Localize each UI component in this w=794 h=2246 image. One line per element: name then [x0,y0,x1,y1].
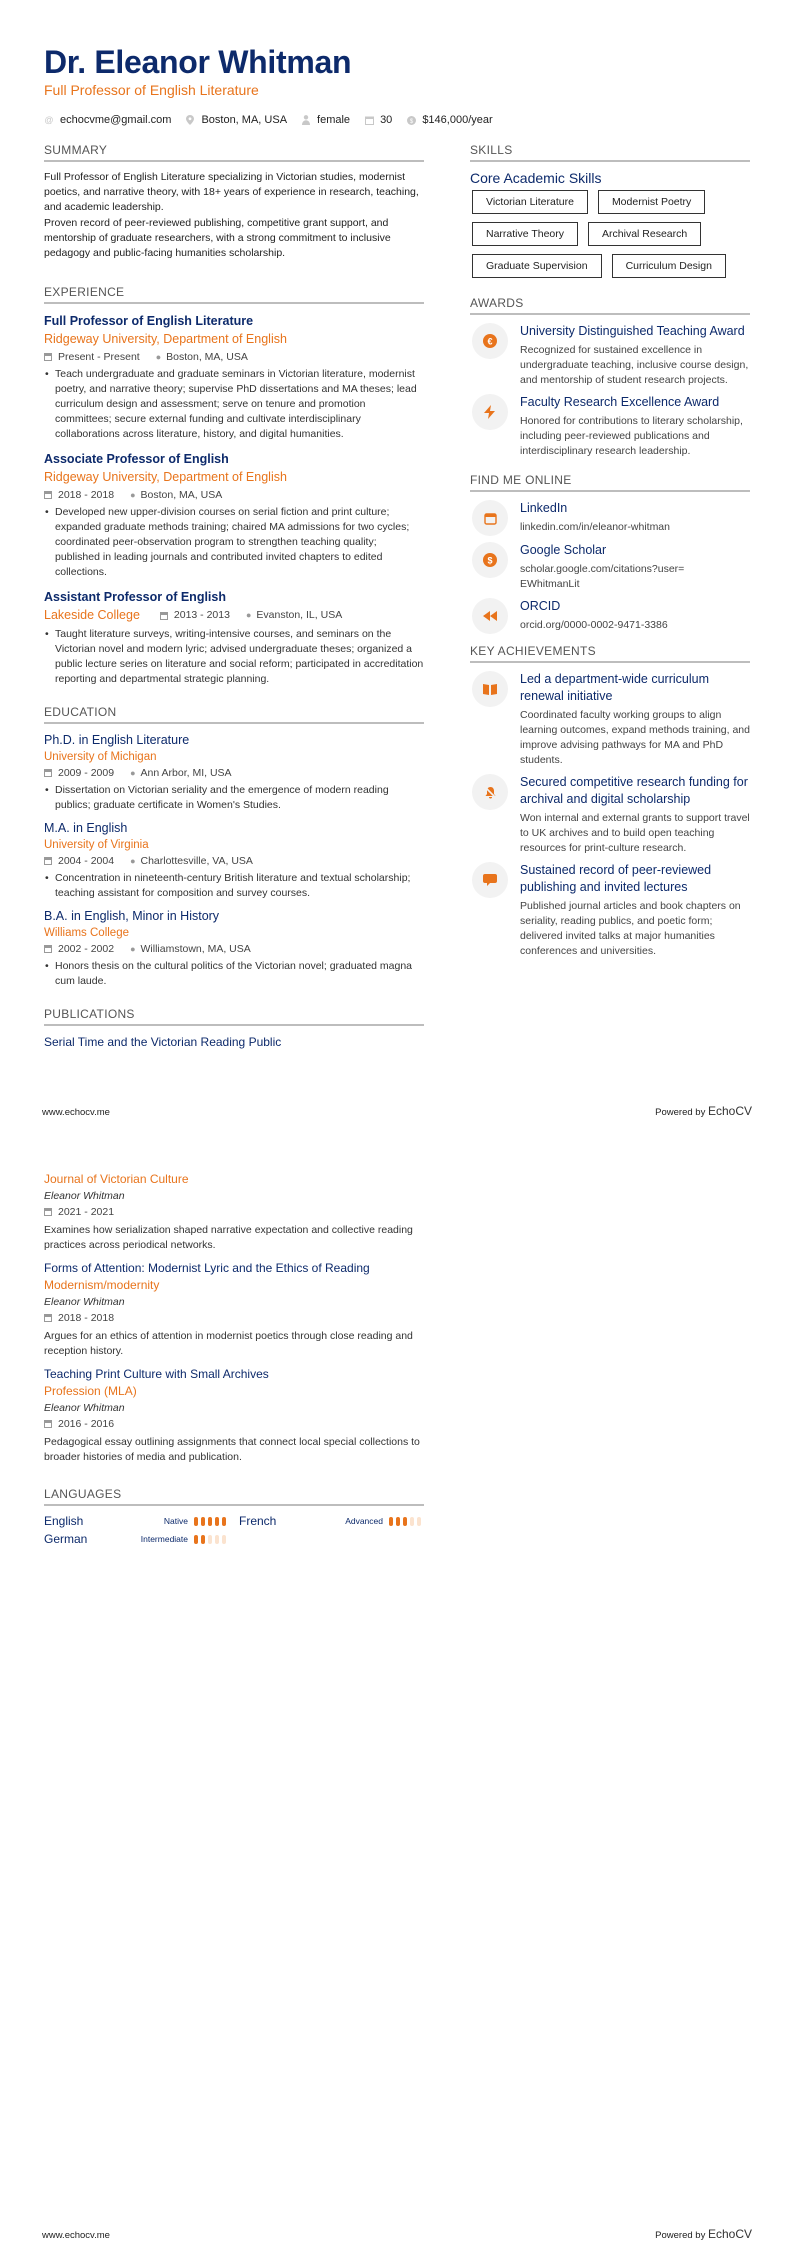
job-bullet: • Developed new upper-division courses on serial fiction and print culture; expanded graduate methods training; chaired MA admissions for two cycles; coordinated peer-observation program to strengthen teaching quality; published in leading journals and contributed invited chapters to edited collections. [44,505,424,580]
award-description: Recognized for sustained excellence in undergraduate teaching, inclusive course design, and mentorship of student research projects. [520,344,749,386]
skill-group-title: Core Academic Skills [470,170,602,186]
contact-location [185,114,287,126]
education-location: Williamstown, MA, USA [140,943,251,955]
language-level: Native [163,1516,188,1526]
rewind-icon [472,598,508,634]
publication-title: Forms of Attention: Modernist Lyric and the Ethics of Reading [44,1261,370,1275]
education-bullet: • Concentration in nineteenth-century British literature and textual scholarship; teaching assistant for composition and survey courses. [44,871,424,901]
candidate-role: Full Professor of English Literature [44,82,259,98]
footer-powered-by [655,2227,752,2241]
proficiency-dot [201,1535,205,1544]
achievement-description: Coordinated faculty working groups to align learning outcomes, expand methods training, and improve advising pathways for MA and PhD students. [520,709,750,766]
achievement-title: Secured competitive research funding for archival and digital scholarship [520,775,748,806]
online-link[interactable]: scholar.google.com/citations?user=EWhitmanLit [520,563,685,590]
contact-gender-value: female [317,114,351,126]
job-bullet: • Taught literature surveys, writing-intensive courses, and seminars on the Victorian novel and modern lyric; advised undergraduate theses; organized a public lecture series on literature and social reform; participated in accreditation reporting and departmental strategic planning. [44,627,424,687]
svg-text:$: $ [409,118,413,125]
job-location: Boston, MA, USA [166,351,248,363]
calendar-icon [44,857,52,865]
experience-section [44,285,424,687]
section-title-languages: LANGUAGES [44,1487,424,1506]
skill-tags [470,190,750,286]
contact-salary [406,114,492,126]
footer-powered-by [655,1104,752,1118]
lightning-icon [472,394,508,430]
job-meta [44,487,424,503]
contact-age-value: 30 [380,114,393,126]
page-footer [42,1104,752,1118]
publication-meta [44,1416,424,1432]
contact-salary-value: $146,000/year [422,114,493,126]
education-meta [44,853,424,869]
proficiency-dot [215,1535,219,1544]
publication-title: Serial Time and the Victorian Reading Public [44,1035,282,1049]
achievement-item [470,862,750,959]
proficiency-dot [215,1517,219,1526]
brand-name[interactable]: EchoCV [707,1104,752,1118]
salary-icon [406,115,416,125]
online-item[interactable] [470,500,750,536]
publication-description: Pedagogical essay outlining assignments that connect local special collections to broader histories of media and publication. [44,1436,420,1463]
svg-text:$: $ [487,555,493,566]
location-pin-icon: ● [130,490,136,500]
job-dates: 2018 - 2018 [58,489,115,501]
education-dates: 2002 - 2002 [58,943,115,955]
job-location: Evanston, IL, USA [256,609,343,621]
publication-journal: Profession (MLA) [44,1384,137,1398]
online-link[interactable]: linkedin.com/in/eleanor-whitman [520,521,670,533]
contact-gender [301,114,350,126]
calendar-icon [44,945,52,953]
skill-tag: Narrative Theory [472,222,578,246]
location-pin-icon: ● [130,856,136,866]
job-organization: Ridgeway University, Department of English [44,332,287,346]
publication-description: Examines how serialization shaped narrative expectation and collective reading practices across periodical networks. [44,1224,413,1251]
award-title: Faculty Research Excellence Award [520,395,720,409]
proficiency-dot [194,1517,198,1526]
location-pin-icon: ● [245,610,252,620]
right-column [470,143,750,965]
language-item [44,1532,229,1546]
calendar-icon [364,115,374,125]
degree: M.A. in English [44,821,128,835]
achievement-description: Published journal articles and book chapters on seriality, reading publics, and poetic form; delivered invited talks at major humanities conferences and universities. [520,900,741,957]
proficiency-dot [208,1535,212,1544]
publication-dates: 2021 - 2021 [58,1206,115,1218]
calendar-icon [44,769,52,777]
publications-section [44,1007,424,1051]
publication-journal: Journal of Victorian Culture [44,1172,189,1186]
education-item [44,908,424,989]
education-item [44,732,424,813]
left-column [44,143,424,1051]
calendar-icon [44,1314,52,1322]
page-footer [42,2227,752,2241]
achievements-section [470,644,750,959]
language-name: German [44,1532,88,1546]
publication-author: Eleanor Whitman [44,1296,125,1308]
dollar-coin-icon [472,542,508,578]
achievement-item [470,671,750,768]
experience-item [44,450,424,580]
publication-meta [44,1204,424,1220]
calendar-icon [472,500,508,536]
language-level: Advanced [345,1516,383,1526]
section-title-summary: SUMMARY [44,143,424,162]
proficiency-dots [194,1535,229,1544]
publication-author: Eleanor Whitman [44,1190,125,1202]
powered-by-label: Powered by [655,2230,706,2241]
skill-tag: Archival Research [588,222,701,246]
book-icon [472,671,508,707]
achievement-item [470,774,750,856]
language-name: French [239,1514,277,1528]
euro-coin-icon [472,323,508,359]
contact-email-value: echocvme@gmail.com [60,114,172,126]
section-title-awards: AWARDS [470,296,750,315]
proficiency-dot [222,1517,226,1526]
education-dates: 2009 - 2009 [58,767,115,779]
award-item [470,394,750,459]
education-meta [44,941,424,957]
language-item [239,1514,424,1528]
proficiency-dot [201,1517,205,1526]
skills-section [470,143,750,286]
education-meta [44,765,424,781]
job-title: Associate Professor of English [44,452,229,466]
education-location: Charlottesville, VA, USA [140,855,253,867]
achievement-title: Sustained record of peer-reviewed publishing and invited lectures [520,863,712,894]
location-pin-icon: ● [155,352,162,362]
languages-section [44,1487,424,1546]
job-meta [44,349,424,365]
contact-location-value: Boston, MA, USA [201,114,288,126]
bell-slash-icon [472,774,508,810]
online-item[interactable] [470,542,750,592]
school: University of Virginia [44,839,149,851]
location-icon [185,115,195,125]
location-pin-icon: ● [130,944,136,954]
summary-paragraph: Full Professor of English Literature specializing in Victorian studies, modernist poetics, and narrative theory, with 18+ years of experience in research, teaching, and academic leadership. [44,171,419,213]
proficiency-dots [194,1517,229,1526]
proficiency-dot [410,1517,414,1526]
proficiency-dot [222,1535,226,1544]
job-dates: 2013 - 2013 [173,609,230,621]
section-title-experience: EXPERIENCE [44,285,424,304]
footer-website[interactable]: www.echocv.me [42,2230,110,2241]
contact-email [44,114,171,126]
job-organization: Ridgeway University, Department of English [44,470,287,484]
proficiency-dot [396,1517,400,1526]
degree: Ph.D. in English Literature [44,733,190,747]
language-list [44,1514,424,1546]
online-section [470,473,750,634]
powered-by-label: Powered by [655,1107,706,1118]
education-section [44,705,424,989]
experience-item [44,588,424,687]
location-pin-icon: ● [130,768,136,778]
online-title: LinkedIn [520,501,568,515]
language-name: English [44,1514,84,1528]
svg-text:€: € [487,336,493,347]
proficiency-dot [389,1517,393,1526]
education-location: Ann Arbor, MI, USA [140,767,232,779]
school: Williams College [44,927,129,939]
award-title: University Distinguished Teaching Award [520,324,745,338]
award-description: Honored for contributions to literary scholarship, including peer-reviewed publications and interdisciplinary research leadership. [520,415,743,457]
education-dates: 2004 - 2004 [58,855,115,867]
candidate-name: Dr. Eleanor Whitman [44,44,352,80]
education-bullet: • Dissertation on Victorian seriality and the emergence of modern reading publics; graduate certificate in Women's Studies. [44,783,424,813]
calendar-icon [160,612,168,620]
section-title-achievements: KEY ACHIEVEMENTS [470,644,750,663]
online-item[interactable] [470,598,750,634]
job-bullet: • Teach undergraduate and graduate seminars in Victorian literature, modernist poetry, and narrative theory; supervise PhD dissertations and MA theses; lead curriculum design and assessment; serve on tenure and promotion committees; secure external funding and cultivate interdisciplinary collaborations across literature, history, and digital humanities. [44,367,424,442]
calendar-icon [44,353,52,361]
achievement-description: Won internal and external grants to support travel to UK archives and to build open teaching resources for print-culture research. [520,812,750,854]
online-title: ORCID [520,599,561,613]
proficiency-dot [208,1517,212,1526]
school: University of Michigan [44,751,157,763]
footer-website[interactable]: www.echocv.me [42,1107,110,1118]
email-icon: @ [44,115,54,125]
summary-paragraph: Proven record of peer-reviewed publishing, competitive grant support, and mentorship of graduate researchers, with a strong commitment to inclusive pedagogy and public-facing humanities scholarship. [44,217,391,259]
publication-item [44,1260,424,1359]
summary-section [44,143,424,261]
publication-author: Eleanor Whitman [44,1402,125,1414]
skill-tag: Modernist Poetry [598,190,705,214]
publication-dates: 2016 - 2016 [58,1418,115,1430]
publication-item [44,1366,424,1465]
language-item [44,1514,229,1528]
proficiency-dots [389,1517,424,1526]
skill-tag: Graduate Supervision [472,254,602,278]
job-dates: Present - Present [58,351,140,363]
awards-section [470,296,750,459]
publication-item [44,1171,424,1253]
online-link[interactable]: orcid.org/0000-0002-9471-3386 [520,619,668,631]
award-item [470,323,750,388]
achievement-title: Led a department-wide curriculum renewal initiative [520,672,709,703]
education-bullet: • Honors thesis on the cultural politics of the Victorian novel; graduated magna cum laude. [44,959,424,989]
contact-bar [44,114,507,126]
section-title-publications: PUBLICATIONS [44,1007,424,1026]
brand-name[interactable]: EchoCV [707,2227,752,2241]
proficiency-dot [194,1535,198,1544]
publication-description: Argues for an ethics of attention in modernist poetics through close reading and reception history. [44,1330,413,1357]
section-title-skills: SKILLS [470,143,750,162]
chat-bubble-icon [472,862,508,898]
calendar-icon [44,1420,52,1428]
job-location: Boston, MA, USA [140,489,223,501]
job-title: Assistant Professor of English [44,590,226,604]
calendar-icon [44,491,52,499]
resume-page-2 [0,1123,794,2246]
publication-title: Teaching Print Culture with Small Archives [44,1367,269,1381]
proficiency-dot [403,1517,407,1526]
degree: B.A. in English, Minor in History [44,909,220,923]
contact-age [364,114,392,126]
person-icon [301,115,311,125]
education-item [44,820,424,901]
resume-header [44,44,507,126]
publication-meta [44,1310,424,1326]
proficiency-dot [417,1517,421,1526]
section-title-education: EDUCATION [44,705,424,724]
job-organization: Lakeside College [44,608,140,622]
skill-tag: Victorian Literature [472,190,588,214]
left-column-continued [44,1171,424,1546]
experience-item [44,312,424,442]
job-title: Full Professor of English Literature [44,314,254,328]
language-level: Intermediate [140,1534,188,1544]
online-title: Google Scholar [520,543,607,557]
calendar-icon [44,1208,52,1216]
publication-dates: 2018 - 2018 [58,1312,115,1324]
publication-journal: Modernism/modernity [44,1278,160,1292]
skill-tag: Curriculum Design [612,254,726,278]
section-title-online: FIND ME ONLINE [470,473,750,492]
job-meta [44,606,424,625]
